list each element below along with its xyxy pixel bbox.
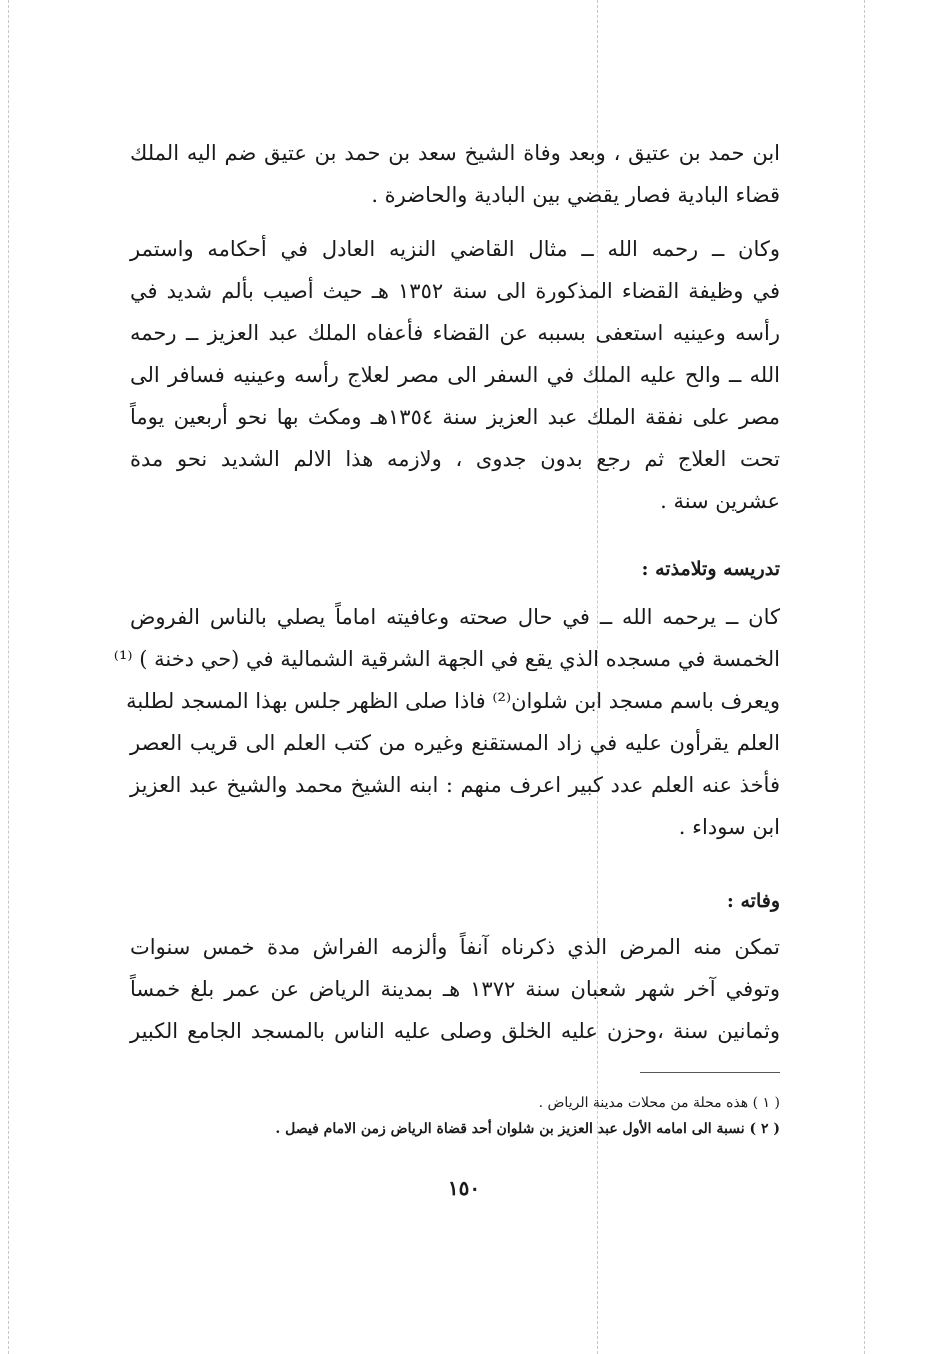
footnote-2: ( ٢ ) نسبة الى امامه الأول عبد العزيز بن شلوان أحد قضاة الرياض زمن الامام فيصل . (275, 1121, 780, 1137)
text-line: وتوفي آخر شهر شعبان سنة ١٣٧٢ هـ بمدينة الرياض عن عمر بلغ خمساً (130, 977, 781, 1001)
paragraph-1 (130, 132, 780, 216)
text-line: قضاء البادية فصار يقضي بين البادية والحاضرة . (371, 183, 780, 207)
text-line: الله ــ والح عليه الملك في السفر الى مصر لعلاج رأسه وعينيه فسافر الى (130, 363, 780, 387)
text-line: تمكن منه المرض الذي ذكرناه آنفاً وألزمه الفراش مدة خمس سنوات (130, 935, 780, 959)
text-line: كان ــ يرحمه الله ــ في حال صحته وعافيته اماماً يصلي بالناس الفروض (130, 605, 780, 629)
section-heading-death: وفاته : (726, 890, 780, 912)
text-line: وكان ــ رحمه الله ــ مثال القاضي النزيه العادل في أحكامه واستمر (130, 237, 781, 261)
book-page (113, 0, 781, 1354)
text-line: في وظيفة القضاء المذكورة الى سنة ١٣٥٢ هـ حيث أصيب بألم شديد في (130, 279, 780, 303)
paragraph-4 (130, 926, 780, 1052)
footnote-divider (640, 1072, 780, 1073)
text-line: العلم يقرأون عليه في زاد المستقنع وغيره من كتب العلم الى قريب العصر (130, 731, 780, 755)
text-line: رأسه وعينيه استعفى بسببه عن القضاء فأعفاه الملك عبد العزيز ــ رحمه (130, 321, 780, 345)
text-line: الخمسة في مسجده الذي يقع في الجهة الشرقية الشمالية في (حي دخنة ) ⁽¹⁾ (113, 647, 780, 671)
scan-fold-line (8, 0, 9, 1354)
text-line: تحت العلاج ثم رجع بدون جدوى ، ولازمه هذا الالم الشديد نحو مدة (130, 447, 780, 471)
section-heading-teaching: تدريسه وتلامذته : (641, 558, 780, 580)
text-line: عشرين سنة . (660, 489, 780, 513)
text-line: وثمانين سنة ،وحزن عليه الخلق وصلى عليه الناس بالمسجد الجامع الكبير (130, 1019, 780, 1043)
page-number: ١٥٠ (447, 1176, 481, 1200)
text-line: مصر على نفقة الملك عبد العزيز سنة ١٣٥٤هـ ومكث بها نحو أربعين يوماً (130, 405, 780, 429)
footnotes (130, 1090, 780, 1142)
text-line: ابن سوداء . (678, 815, 780, 839)
footnote-1: ( ١ ) هذه محلة من محلات مدينة الرياض . (538, 1095, 780, 1111)
scan-fold-line (864, 0, 865, 1354)
text-line: ابن حمد بن عتيق ، وبعد وفاة الشيخ سعد بن حمد بن عتيق ضم اليه الملك (130, 141, 780, 165)
text-line: ويعرف باسم مسجد ابن شلوان⁽²⁾ فاذا صلى الظهر جلس بهذا المسجد لطلبة (126, 689, 780, 713)
paragraph-3 (113, 596, 780, 848)
text-line: فأخذ عنه العلم عدد كبير اعرف منهم : ابنه الشيخ محمد والشيخ عبد العزيز (130, 773, 780, 797)
paragraph-2 (130, 228, 780, 522)
